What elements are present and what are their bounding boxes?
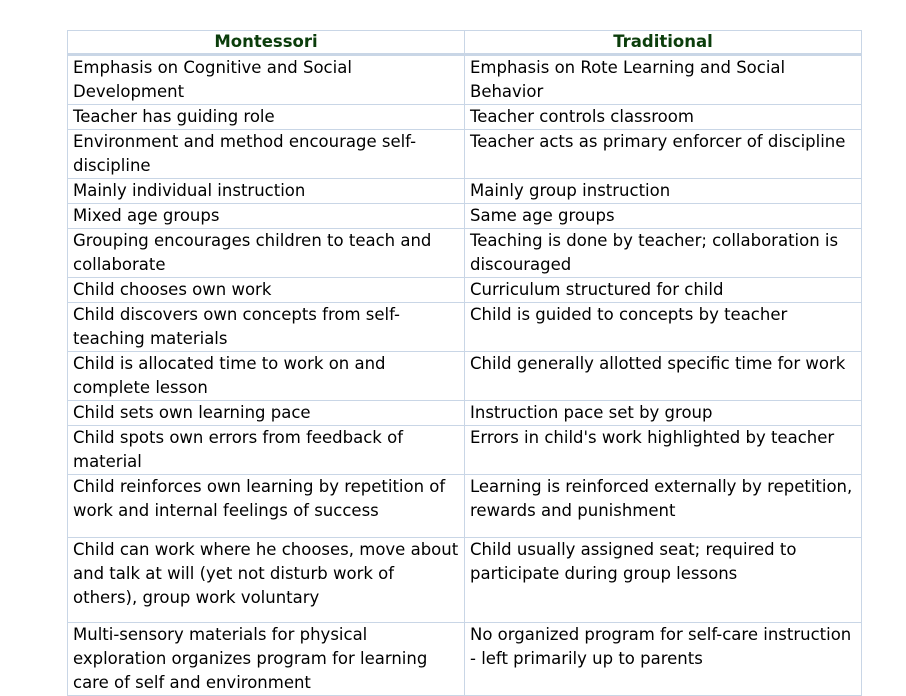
- traditional-cell: Mainly group instruction: [465, 179, 862, 204]
- table-header: [68, 31, 862, 55]
- traditional-cell: Errors in child's work highlighted by teacher: [465, 426, 862, 475]
- table-row: [68, 229, 862, 278]
- traditional-cell: Child usually assigned seat; required to participate during group lessons: [465, 538, 862, 623]
- table-row: [68, 55, 862, 105]
- montessori-cell: Child can work where he chooses, move about and talk at will (yet not disturb work of others), group work voluntary: [68, 538, 465, 623]
- montessori-cell: Child chooses own work: [68, 278, 465, 303]
- traditional-cell: Teaching is done by teacher; collaboration is discouraged: [465, 229, 862, 278]
- table-row: [68, 401, 862, 426]
- table-row: [68, 623, 862, 696]
- table-row: [68, 105, 862, 130]
- table-row: [68, 130, 862, 179]
- table-row: [68, 179, 862, 204]
- traditional-cell: Child generally allotted specific time for work: [465, 352, 862, 401]
- montessori-cell: Mixed age groups: [68, 204, 465, 229]
- table-body: [68, 55, 862, 696]
- montessori-cell: Child is allocated time to work on and complete lesson: [68, 352, 465, 401]
- traditional-cell: Same age groups: [465, 204, 862, 229]
- montessori-cell: Child spots own errors from feedback of material: [68, 426, 465, 475]
- table-row: [68, 278, 862, 303]
- table-row: [68, 352, 862, 401]
- traditional-cell: Teacher controls classroom: [465, 105, 862, 130]
- comparison-table: [67, 30, 862, 696]
- traditional-cell: Learning is reinforced externally by repetition, rewards and punishment: [465, 475, 862, 538]
- montessori-cell: Emphasis on Cognitive and Social Development: [68, 55, 465, 105]
- header-traditional: Traditional: [465, 31, 862, 55]
- header-row: [68, 31, 862, 55]
- montessori-cell: Multi-sensory materials for physical exploration organizes program for learning care of self and environment: [68, 623, 465, 696]
- traditional-cell: Curriculum structured for child: [465, 278, 862, 303]
- table-row: [68, 538, 862, 623]
- traditional-cell: Emphasis on Rote Learning and Social Behavior: [465, 55, 862, 105]
- montessori-cell: Child discovers own concepts from self-teaching materials: [68, 303, 465, 352]
- traditional-cell: Teacher acts as primary enforcer of discipline: [465, 130, 862, 179]
- montessori-cell: Teacher has guiding role: [68, 105, 465, 130]
- montessori-cell: Child sets own learning pace: [68, 401, 465, 426]
- table-row: [68, 426, 862, 475]
- montessori-cell: Environment and method encourage self-discipline: [68, 130, 465, 179]
- montessori-cell: Mainly individual instruction: [68, 179, 465, 204]
- table-row: [68, 303, 862, 352]
- table-row: [68, 475, 862, 538]
- montessori-cell: Grouping encourages children to teach and collaborate: [68, 229, 465, 278]
- table-row: [68, 204, 862, 229]
- montessori-cell: Child reinforces own learning by repetition of work and internal feelings of success: [68, 475, 465, 538]
- header-montessori: Montessori: [68, 31, 465, 55]
- traditional-cell: Instruction pace set by group: [465, 401, 862, 426]
- traditional-cell: No organized program for self-care instruction - left primarily up to parents: [465, 623, 862, 696]
- traditional-cell: Child is guided to concepts by teacher: [465, 303, 862, 352]
